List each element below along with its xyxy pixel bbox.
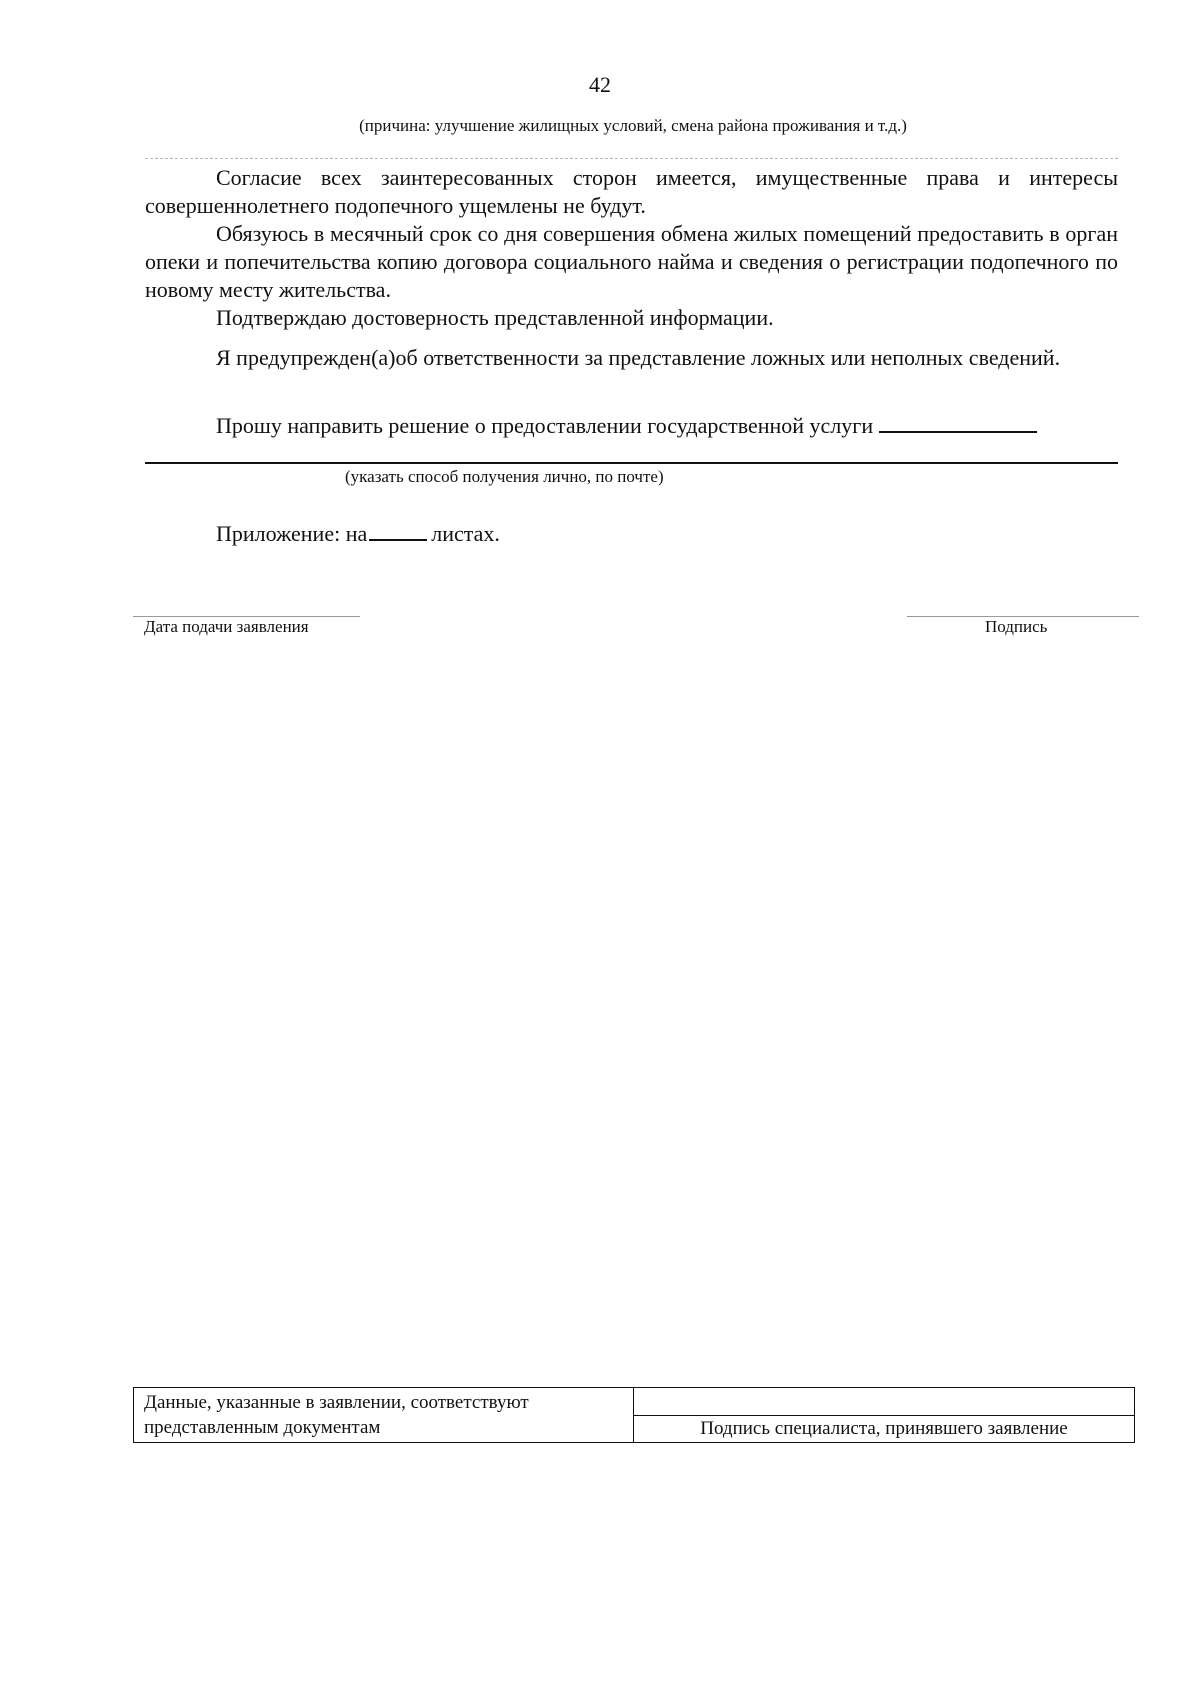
- delivery-method-field-continuation[interactable]: [145, 462, 1118, 464]
- attachment-suffix: листах.: [431, 521, 500, 546]
- signature-label: Подпись: [985, 617, 1048, 636]
- consent-paragraph: Согласие всех заинтересованных сторон имеется, имущественные права и интересы совершеннолетнего подопечного ущемлены не будут.: [145, 165, 1118, 218]
- reason-hint: (причина: улучшение жилищных условий, смена района проживания и т.д.): [359, 116, 907, 135]
- confirmation-paragraph: Подтверждаю достоверность представленной информации.: [216, 305, 774, 330]
- specialist-signature-label: Подпись специалиста, принявшего заявление: [700, 1418, 1068, 1439]
- delivery-request-text: Прошу направить решение о предоставлении государственной услуги: [216, 413, 874, 438]
- sheet-count-field[interactable]: [369, 521, 427, 541]
- verification-table: [133, 1387, 1135, 1443]
- warning-paragraph: Я предупрежден(а)об ответственности за представление ложных или неполных сведений.: [216, 345, 1061, 370]
- attachment-prefix: Приложение: на: [216, 521, 368, 546]
- date-label: Дата подачи заявления: [144, 617, 309, 636]
- delivery-method-hint: (указать способ получения лично, по почте): [345, 467, 664, 486]
- attachment-line: [216, 520, 500, 548]
- delivery-method-field[interactable]: [879, 413, 1037, 433]
- verification-statement: Данные, указанные в заявлении, соответствуют представленным документам: [134, 1388, 634, 1442]
- obligation-paragraph: Обязуюсь в месячный срок со дня совершения обмена жилых помещений предоставить в орган опеки и попечительства копию договора социального найма и сведения о регистрации подопечного по новому месту жительства.: [145, 221, 1118, 302]
- reason-field-line: [145, 158, 1118, 159]
- page-number: 42: [589, 72, 611, 97]
- delivery-request-line: [145, 412, 1145, 440]
- specialist-signature-field[interactable]: [634, 1388, 1134, 1416]
